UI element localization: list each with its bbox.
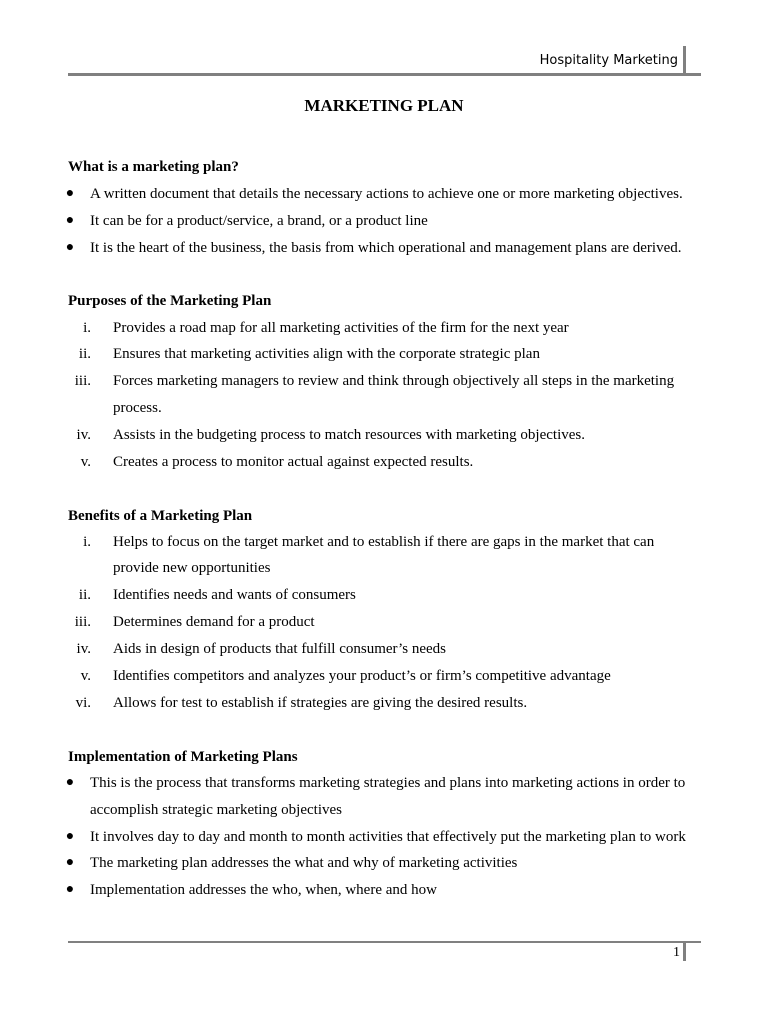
header-vertical-bar bbox=[683, 46, 686, 75]
section-heading: Purposes of the Marketing Plan bbox=[68, 293, 272, 309]
bullet-icon: ● bbox=[65, 213, 75, 228]
section-heading: What is a marketing plan? bbox=[68, 159, 239, 175]
bullet-icon: ● bbox=[65, 829, 75, 844]
section-heading: Benefits of a Marketing Plan bbox=[68, 508, 253, 524]
bullet-icon: ● bbox=[65, 882, 75, 897]
footer-rule bbox=[68, 941, 701, 943]
header-title: Hospitality Marketing bbox=[539, 53, 678, 68]
bullet-icon: ● bbox=[65, 775, 75, 790]
bullet-icon: ● bbox=[65, 186, 75, 201]
bullet-icon: ● bbox=[65, 240, 75, 255]
bullet-icon: ● bbox=[65, 855, 75, 870]
page-number: 1 bbox=[673, 945, 680, 960]
section-heading: Implementation of Marketing Plans bbox=[68, 749, 298, 765]
footer-vertical-bar bbox=[683, 941, 686, 961]
document-title: MARKETING PLAN bbox=[304, 96, 464, 115]
header-rule bbox=[68, 73, 701, 76]
